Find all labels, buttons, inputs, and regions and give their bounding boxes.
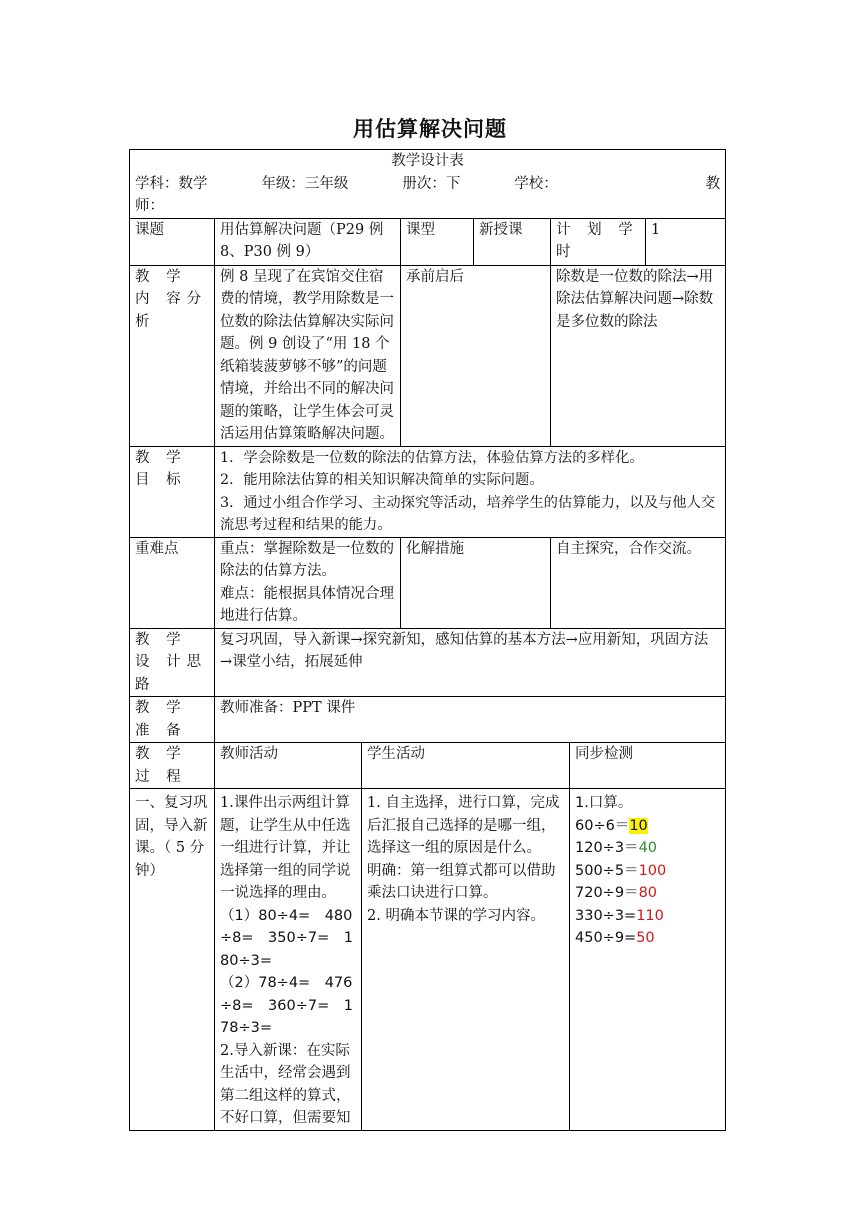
check-answer: 80 — [638, 885, 658, 901]
goal-item: 3．通过小组合作学习、主动探究等活动，培养学生的估算能力，以及与他人交流思考过程和结果的能力。 — [220, 494, 716, 533]
measures-text: 自主探究，合作交流。 — [551, 537, 726, 628]
check-heading: 1.口算。 — [575, 795, 633, 811]
check-item: 450÷9=50 — [575, 930, 655, 946]
preparation-text: 教师准备：PPT 课件 — [215, 697, 726, 743]
connection-text: 除数是一位数的除法→用除法估算解决问题→除数是多位数的除法 — [551, 265, 726, 446]
step1-label: 一、复习巩固，导入新课。（ 5 分钟） — [130, 789, 215, 1131]
lesson-type-value: 新授课 — [474, 218, 551, 265]
topic-label: 课题 — [130, 218, 215, 265]
difficulty-text: 难点：能根据具体情况合理地进行估算。 — [220, 585, 394, 624]
grade-field: 年级：三年级 — [261, 175, 349, 192]
sync-check-header: 同步检测 — [570, 743, 726, 789]
teacher-field-b: 师： — [135, 198, 164, 214]
check-item: 500÷5＝100 — [575, 862, 667, 879]
check-answer: 10 — [629, 817, 648, 834]
goal-item: 1．学会除数是一位数的除法的估算方法，体验估算方法的多样化。 — [220, 449, 644, 466]
check-item: 330÷3=110 — [575, 907, 664, 924]
key-points-label: 重难点 — [130, 537, 215, 628]
teacher-activity-header: 教师活动 — [215, 743, 362, 789]
check-answer: 100 — [638, 862, 667, 879]
planned-hours-label: 计 划 学 时 — [551, 218, 646, 265]
check-answer: 40 — [638, 840, 658, 856]
lesson-type-label: 课型 — [401, 218, 474, 265]
design-row — [130, 628, 726, 697]
student-activity-header: 学生活动 — [362, 743, 570, 789]
topic-value: 用估算解决问题（P29 例 8、P30 例 9） — [215, 218, 401, 265]
document-title: 用估算解决问题 — [353, 117, 507, 141]
process-label: 教 学 过 程 — [130, 743, 215, 789]
student-step1-goal: 2. 明确本节课的学习内容。 — [367, 907, 545, 924]
student-step1-text: 1. 自主选择，进行口算，完成后汇报自己选择的是哪一组，选择这一组的原因是什么。 — [367, 795, 560, 856]
preparation-row — [130, 697, 726, 743]
design-text: 复习巩固，导入新课→探究新知，感知估算的基本方法→应用新知，巩固方法→课堂小结，拓展延伸 — [215, 628, 726, 697]
step1-row — [130, 789, 726, 1131]
volume-field: 册次：下 — [402, 175, 461, 192]
goals-row — [130, 446, 726, 537]
preparation-label: 教 学 准 备 — [130, 697, 215, 743]
content-analysis-text: 例 8 呈现了在宾馆交住宿费的情境，教学用除数是一位数的除法估算解决实际问题。例 9 创设了“用 18 个纸箱装菠萝够不够”的问题情境，并给出不同的解决问题的策略，让学生体会可灵活运用估算策略解决问题。 — [215, 265, 401, 446]
check-item: 120÷3＝40 — [575, 840, 658, 856]
teacher-step1-intro: 2.导入新课：在实际生活中，经常会遇到第二组这样的算式，不好口算，但需要知 — [220, 1042, 351, 1126]
check-item: 60÷6＝10 — [575, 817, 648, 834]
subject-field: 学科：数学 — [135, 175, 208, 192]
design-label: 教 学 设 计思路 — [130, 628, 215, 697]
school-field: 学校： — [514, 175, 558, 192]
teacher-step1-group2: （2）78÷4= 476÷8= 360÷7= 178÷3= — [220, 975, 353, 1036]
table-title: 教学设计表 — [391, 153, 464, 169]
teacher-field-a: 教 — [705, 175, 721, 192]
goal-item: 2．能用除法估算的相关知识解决简单的实际问题。 — [220, 472, 544, 488]
planned-hours-value: 1 — [646, 218, 726, 265]
teacher-step1-group1: （1）80÷4= 480÷8= 350÷7= 180÷3= — [220, 907, 353, 969]
key-point-text: 重点：掌握除数是一位数的除法的估算方法。 — [220, 540, 394, 579]
check-answer: 50 — [636, 930, 655, 946]
student-step1-clarify: 明确：第一组算式都可以借助乘法口诀进行口算。 — [367, 862, 556, 901]
topic-row — [130, 218, 726, 265]
teacher-step1-text: 1.课件出示两组计算题，让学生从中任选一组进行计算，并让选择第一组的同学说一说选择的理由。 — [220, 795, 351, 901]
content-analysis-row — [130, 265, 726, 446]
measures-label: 化解措施 — [401, 537, 551, 628]
goals-label: 教 学 目 标 — [130, 446, 215, 537]
check-answer: 110 — [636, 907, 664, 924]
process-header-row — [130, 743, 726, 789]
header-row — [130, 150, 726, 219]
lesson-plan-table — [129, 149, 726, 1131]
connection-label: 承前启后 — [401, 265, 551, 446]
content-analysis-label: 教 学 内 容分析 — [130, 265, 215, 446]
key-points-row — [130, 537, 726, 628]
check-item: 720÷9＝80 — [575, 885, 658, 901]
